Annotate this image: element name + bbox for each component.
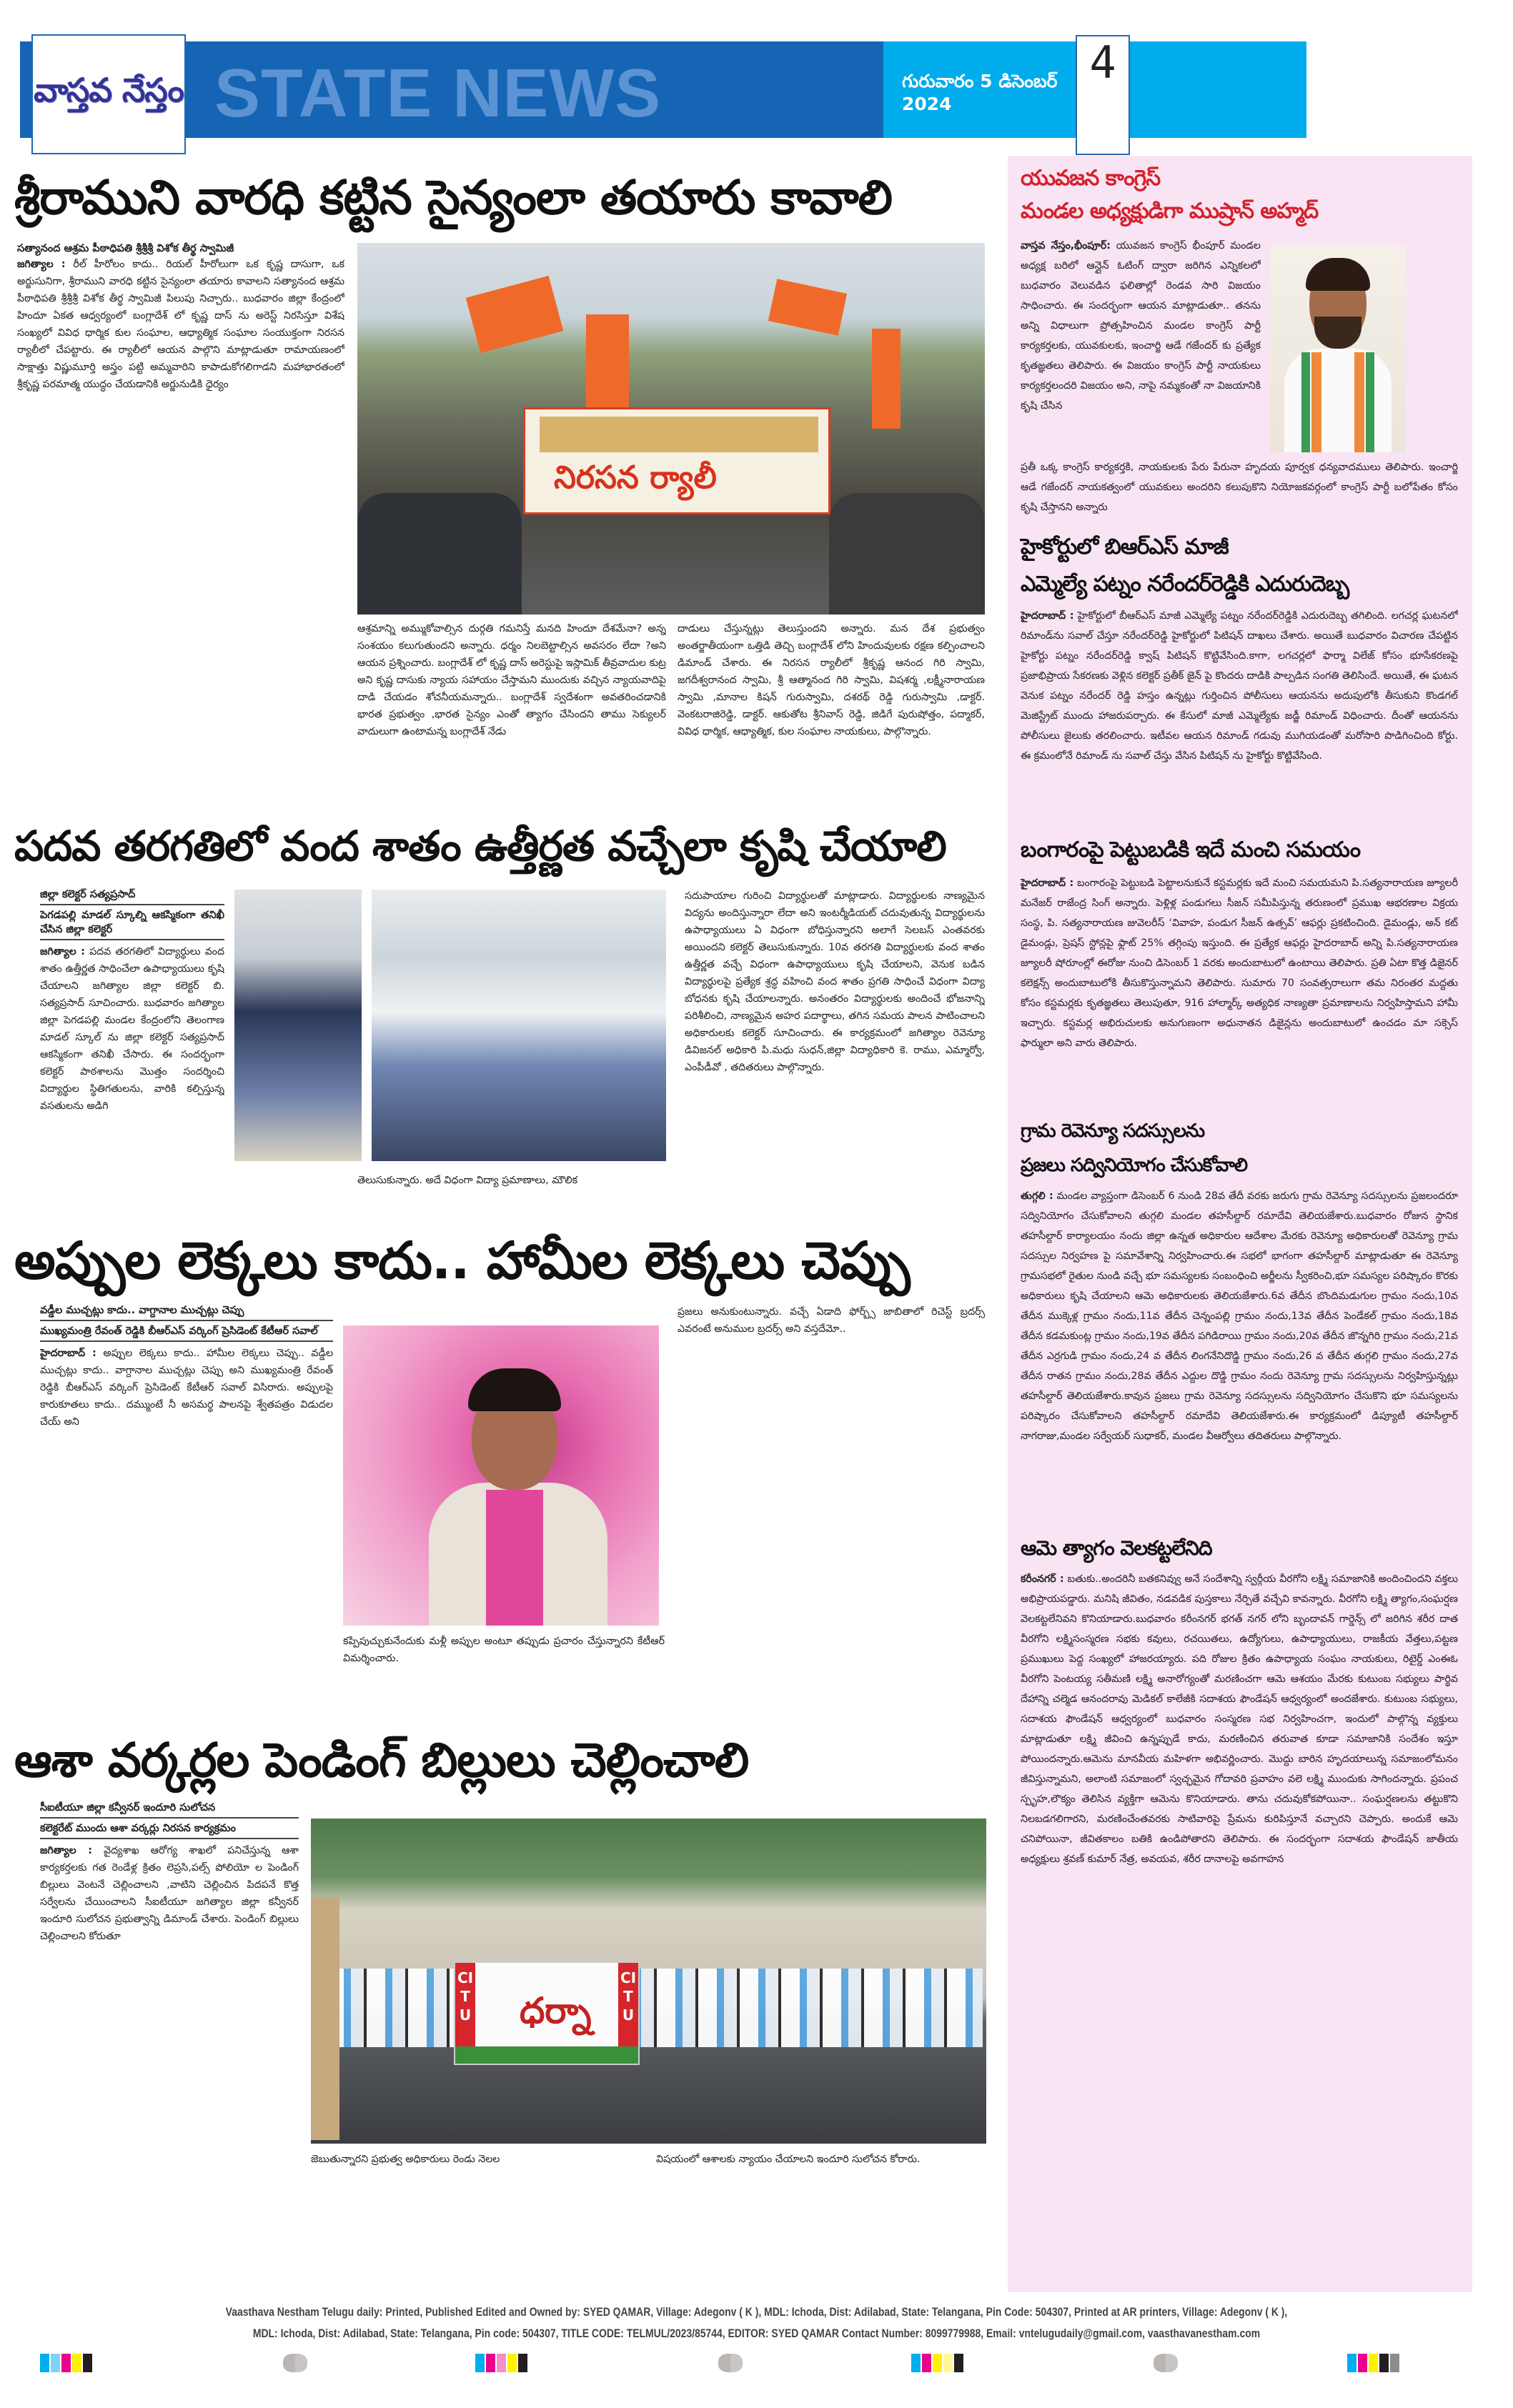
article-2-body-2: తెలుసుకున్నారు. అదే విధంగా విద్యా ప్రమాణాలు, మౌలిక [357, 1175, 578, 1186]
saffron-flag [466, 276, 564, 353]
citu-label-right: CITU [618, 1963, 638, 2049]
article-2-body-3: సదుపాయాల గురించి విద్యార్థులతో మాట్లాడారు. విద్యార్థులకు నాణ్యమైన విద్యను అందిస్తున్నారా లేదా అని ఇంటర్మీడియట్ చదువుతున్న విద్యార్థులను ఉపాధ్యాయులు ఏ విధంగా బోధిస్తున్నారని అలాగే సెలబస్ ఎంతవరకు అయిందని కలెక్టర్ తెలుసుకున్నారు. 10వ తరగతి విద్యార్థులకు వంద శాతం ఉత్తీర్ణత వచ్చే విధంగా ఉపాధ్యాయులు కృషి చేయాలని, వెనుక బడిన విద్యార్థులపై ప్రత్యేక శ్రద్ధ వహించి వంద శాతం ప్రగతి సాధించే విధంగా విద్యా బోధనకు కృషి చేయాలన్నారు. అనంతరం విద్యార్థులకు అందించే భోజనాన్ని పరిశీలించి, నాణ్యమైన అహర పదార్థాలు, తగిన సమయ పాలన పాటించాలని అధికారులకు కలెక్టర్ సూచించారు. ఈ కార్యక్రమంలో జగిత్యాల రెవెన్యూ డివిజనల్ అధికారి పి.మధు సుధన్,జిల్లా విద్యాధికారి కె. రాము, ఎమ్మార్వో, ఎంపీడీవో , తదితరులు పాల్గొన్నారు. [685, 890, 985, 1073]
article-2-students-photo [234, 890, 362, 1161]
article-2-collector-photo [372, 890, 666, 1161]
protest-banner [523, 407, 830, 514]
sidebar-story-1-text: యువజన కాంగ్రెస్ భీంపూర్ మండల అధ్యక్ష బరిలో ఆన్లైన్ ఓటింగ్ ద్వారా జరిగిన ఎన్నికలలో బుధవారం వెలువడిన ఫలితాల్లో రెండవ సారి విజయం సాధించారు. ఈ సందర్భంగా ఆయన మాట్లాడుతూ.. తనను అన్ని విధాలుగా ప్రోత్సహించిన మండల కాంగ్రెస్ పార్టీ కార్యకర్తలకు, యువకులకు, ఇంచార్జి ఆడే గజేందర్ కు ప్రత్యేక కృతజ్ఞతలు తెలిపారు. ఈ విజయం కాంగ్రెస్ పార్టీ నాయకులు కార్యకర్తలందరి విజయం అని, నాపై నమ్మకంతో నా విజయానికి కృషి చేసిన [1021, 240, 1261, 412]
crowd [829, 493, 985, 615]
sidebar-story-2-headline-line-2: ఎమ్మెల్యే పట్నం నరేందర్‌రెడ్డికి ఎదురుదెబ్బ [1021, 572, 1349, 597]
article-3-column-2 [343, 1633, 665, 1718]
article-2-subhead-1: జిల్లా కలెక్టర్ సత్యప్రసాద్ [40, 887, 224, 905]
article-1-dateline: జగిత్యాల : [17, 259, 66, 270]
sidebar-story-2-headline-line-1: హైకోర్టులో బిఆర్ఎస్ మాజీ [1021, 534, 1229, 559]
sidebar-story-1-headline-line-1: యువజన కాంగ్రెస్ [1021, 166, 1161, 191]
article-1-body-2: ఆశ్రమాన్ని అమ్ముకోవాల్సిన దుర్గతి గమనిస్తే మనది హిందూ దేశమేనా? అన్న సంశయం కలుగుతుందని అన్నారు. ధర్మం నిలబెట్టాల్సిన అవసరం లేదా ?అని ఆయన ప్రశ్నించారు. బంగ్లాదేశ్ లో కృష్ణ దాస్ అరెస్టుపై ఇస్లామిక్ తీవ్రవాదుల కుట్ర అని కృష్ణ దాసుకు న్యాయ సహాయం చేస్తామని ముందుకు వచ్చిన న్యాయవాదిపై దాడి చేయడం శోచనీయమన్నారు.. బంగ్లాదేశ్ స్వదేశంగా అవతరించడానికి భారత ప్రభుత్వం ,భారత సైన్యం ఎంతో త్యాగం చేసిందని తాము సెక్యులర్ వాదులుగా ఉంటామన్న బంగ్లాదేశ్ నేడు [357, 623, 666, 737]
article-3-column-1 [40, 1303, 333, 1719]
article-1-rally-photo [357, 243, 985, 615]
article-4-body-3: విషయంలో ఆశాలకు న్యాయం చేయాలని ఇందూరి సులోచన కోరారు. [656, 2154, 921, 2165]
protesters [325, 1969, 983, 2047]
article-3-body-1: అప్పుల లెక్కలు కాదు.. హామీల లెక్కలు చెప్పు.. వడ్డీల ముచ్చట్లు కాదు.. వాగ్దానాల ముచ్చట్లు చెప్పు అని ముఖ్యమంత్రి రేవంత్ రెడ్డికి బీఆర్ఎస్ వర్కింగ్ ప్రెసిడెంట్ కేటీఆర్ సవాల్ విసిరారు. అప్పులపై కారుకూతలు కాదు.. దమ్ముంటే నీ అసమర్థ పాలనపై శ్వేతపత్రం విడుదల చేయ్ అని [40, 1348, 333, 1428]
sidebar-story-5-text: బతుకు..అందరినీ బతకనివ్వు అనే సందేశాన్ని స్వర్గీయ వీరగోని లక్ష్మి సమాజానికి అందించిందని వక్తలు అభిప్రాయపడ్డారు. మనిషి జీవితం, నడవడిక పుస్తకాలు నేర్పితే వచ్చేవి కావన్నారు. వీరగోని లక్ష్మి త్యాగం,సంఘర్షణ వెలకట్టలేనివని కొనియాడారు.బుధవారం కరీంనగర్ భగత్ నగర్ లోని బృందావన్ గార్డెన్స్ లో జరిగిన శరీర దాత వీరగోని లక్ష్మిసంస్మరణ సభకు కవులు, రచయితలు, ఉద్యోగులు, ఉపాధ్యాయులు, రాజకీయ వేత్తలు,పట్టణ ప్రముఖులు పెద్ద సంఖ్యలో హాజరయ్యారు. పది రోజుల క్రితం ఉపాధ్యాయ సంఘం నాయకులు, రిటైర్డ్ ఎంఈఓ వీరగోని పెంటయ్య సతీమణి లక్ష్మి అనారోగ్యంతో మరణించగా ఆమె ఆశయం మేరకు కుటుంబ సభ్యులు పార్థివ దేహాన్ని చల్మెడ ఆనందరావు మెడికల్ కాలేజీకి సదాశయ ఫౌండేషన్ ఆధ్వర్యంలో అందజేశారు. కుటుంబ సభ్యులు, సదాశయ ఫౌండేషన్ ఆధ్వర్యంలో బుధవారం సంస్మరణ సభ నిర్వహించగా, ఇందులో పాల్గొన్న వ్యక్తులు మాట్లాడుతూ లక్ష్మి జీవించి ఉన్నప్పుడే కాదు, మరణించిన తరువాత కూడా సమాజానికి సందేశం ఇస్తూ పోయిందన్నారు.ఆమెను మానవీయ మహిళగా అభివర్ణించారు. మొద్దు బారిన హృదయాలున్న సమాజంలోమనం జీవిస్తున్నామని, అలాంటి సమాజంలో స్వచ్ఛమైన గోదావరి ప్రవాహం వలె లక్ష్మి ముందుకు సాగిందన్నారు. ప్రపంచ స్పృహ,లౌక్యం తెలిసిన వ్యక్తిగా ఆమెను కొనియాడారు. తాను చదువుకోకపోయినా.. సంఘర్షణలను తట్టుకొని నిలబడగలిగారని, మరణించేంతవరకు సాటివారిపై ప్రేమను కురిపిస్తూనే వచ్చారని చెప్పారు. అందుకే ఆమె చనిపోయినా, జీవితకాలం బతికి ఉండిపోతారని తెలిపారు. ఈ సందర్భంగా సదాశయ ఫౌండేషన్ జాతీయ అధ్యక్షులు శ్రవణ్ కుమార్ నేత్ర, అవయవ, శరీర దానాలపై అవగాహన [1021, 1573, 1458, 1865]
article-3-headline: అప్పుల లెక్కలు కాదు.. హామీల లెక్కలు చెప్పు [14, 1230, 910, 1290]
sidebar-story-4-text: మండల వ్యాప్తంగా డిసెంబర్ 6 నుండి 28వ తేదీ వరకు జరుగు గ్రామ రెవెన్యూ సదస్సులను ప్రజలందరూ సద్వినియోగం చేసుకోవాలని తుగ్గలి మండల తహసీల్దార్ రమాదేవి తెలియజేశారు.బుధవారం రోజున స్థానిక తహసీల్దార్ కార్యాలయం నందు జిల్లా ఉన్నత అధికారుల ఆదేశాల మేరకు రెవెన్యూ అధికారులతో రెవెన్యూ గ్రామ సదస్సుల నిర్వహణ పై సమావేశాన్ని నిర్వహించారు.ఈ సభలో భాగంగా తహసీల్దార్ మాట్లాడుతూ ఈ రెవెన్యూ గ్రామసభలో రైతుల నుండి వచ్చే భూ సమస్యలకు సంబంధించి అర్జీలను స్వీకరించి,భూ సమస్యల పరిష్కారం కొరకు అధికారులు కృషి చేయాలని ఆమె అధికారులకు తెలియజేశారు.6వ తేదీన బొందిమడుగుల గ్రామం నందు,10వ తేదీన ముక్కెళ్ల గ్రామం నందు,11వ తేదీన చెన్నంపల్లి గ్రామం నందు,13వ తేదీన పెండేకల్ గ్రామం నందు,18వ తేదీన కడమకుంట్ల గ్రామం నందు,19వ తేదీన పగిడిరాయి గ్రామం నందు,20వ తేదీన జొన్నగిరి గ్రామం నందు,21వ తేదీన ఎర్రగుడి గ్రామం నందు,24 వ తేదీన లింగనేనిదొడ్డి గ్రామం నందు,26 వ తేదీన తుగ్గలి గ్రామం నందు,27వ తేదీన రాతన గ్రామం నందు,28వ తేదీన ఎద్దుల దొడ్డి గ్రామం నందు రెవెన్యూ గ్రామ సదస్సులను నిర్వహిస్తున్నట్లు తహసీల్దార్ తెలియజేశారు.కావున ప్రజలు గ్రామ రెవెన్యూ సదస్సులను సద్వినియోగం చేసుకొని భూ సమస్యలను పరిష్కారం చేసుకోవాలని తహసీల్దార్ రమాదేవి తెలియజేశారు.ఈ కార్యక్రమంలో డిప్యూటీ తహసీల్దార్ నాగరాజు,మండల సర్వేయర్ సుధాకర్, మండల వీఆర్వోలు తదితరులు పాల్గొన్నారు. [1021, 1190, 1458, 1442]
issue-date: గురువారం 5 డిసెంబర్ 2024 [902, 71, 1058, 114]
article-3-body-3: ప్రజలు అనుకుంటున్నారు. వచ్చే ఏడాది ఫోర్బ్స్ జాబితాలో రిచెస్ట్ బ్రదర్స్ ఎవరంటే అనుముల బ్రదర్స్ అని వస్తదేమో.. [678, 1306, 985, 1335]
article-2-column-3 [685, 887, 985, 1202]
article-4-body-2: జెబుతున్నారని ప్రభుత్వ అధికారులు రెండు నెలల [311, 2154, 500, 2165]
newspaper-logo [31, 34, 186, 154]
color-registration-bar [1347, 2354, 1399, 2372]
article-4-headline: ఆశా వర్కర్లల పెండింగ్ బిల్లులు చెల్లించాలి [14, 1733, 749, 1788]
protest-banner-text: నిరసన ర్యాలీ [554, 459, 717, 496]
imprint-line-1: Vaasthava Nestham Telugu daily: Printed, Published Edited and Owned by: SYED QAMAR, Village: Adegonv ( K ), MDL: Ichoda, Dist: Adilabad, State: Telangana, Pin Code: 504307, Printed at AR printers, Village: Adegonv ( K ), [225, 2305, 1288, 2319]
registration-mark [283, 2354, 307, 2372]
article-3-subhead-1: వడ్డీల ముచ్చట్లు కాదు.. వాగ్దానాల ముచ్చట్లు చెప్పు [40, 1303, 333, 1321]
article-3-body-2: కప్పిపుచ్చుకునేందుకు మళ్లీ అప్పుల అంటూ తప్పుడు ప్రచారం చేస్తున్నారని కేటీఆర్ విమర్శించారు. [343, 1636, 665, 1664]
citu-banner [454, 1961, 640, 2065]
sidebar-story-3-dateline: హైదరాబాద్ : [1021, 877, 1074, 889]
mushran-ahmed-photo [1270, 245, 1406, 452]
saffron-flag [586, 314, 629, 422]
color-registration-bar [475, 2354, 527, 2372]
logo-text: వాస్తవ నేస్తం [34, 71, 184, 109]
sidebar-story-4-headline-line-2: ప్రజలు సద్వినియోగం చేసుకోవాలి [1021, 1155, 1248, 1176]
registration-mark [1154, 2354, 1178, 2372]
article-4-dateline: జగిత్యాల : [40, 1845, 92, 1856]
page-number: 4 [1089, 36, 1116, 89]
crowd [357, 493, 522, 615]
article-1-headline: శ్రీరాముని వారధి కట్టిన సైన్యంలా తయారు కావాలి [14, 170, 893, 225]
color-registration-bar [911, 2354, 963, 2372]
citu-label-left: CITU [455, 1963, 475, 2049]
sidebar-story-1-body-cont [1021, 457, 1458, 519]
article-4-subhead-1: సీఐటీయూ జిల్లా కన్వీనర్ ఇందూరి సులోచన [40, 1801, 299, 1819]
sidebar-story-3-body [1021, 873, 1458, 1115]
article-2-column-2 [357, 1172, 666, 1200]
article-1-column-3 [678, 620, 985, 799]
sidebar-story-1-text-cont: ప్రతీ ఒక్క కాంగ్రెస్ కార్యకర్తకి, నాయకులకు పేరు పేరునా హృదయ పూర్వక ధన్యవాదములు తెలిపారు. ఇంచార్జి ఆడే గజేందర్ నాయకత్వంలో యువకులు అందరిని కలుపుకొని నియోజకవర్గంలో కాంగ్రెస్ పార్టీ బలోపేతం కోసం కృషి చేస్తానని అన్నారు [1021, 462, 1458, 513]
saffron-flag [872, 329, 901, 429]
article-3-ktr-photo [343, 1325, 659, 1626]
police-officer [311, 1897, 339, 2140]
registration-mark [718, 2354, 743, 2372]
article-4-subhead-2: కలెక్టరేట్ ముందు ఆశా వర్కర్లు నిరసన కార్యక్రమం [40, 1821, 299, 1839]
article-3-subhead-2: ముఖ్యమంత్రి రేవంత్ రెడ్డికి బీఆర్ఎస్ వర్కింగ్ ప్రెసిడెంట్ కేటీఆర్ సవాల్ [40, 1324, 333, 1342]
sidebar-story-5-headline: ఆమె త్యాగం వెలకట్టలేనిది [1021, 1536, 1212, 1560]
article-1-column-1 [17, 242, 344, 792]
sidebar-story-2-body [1021, 606, 1458, 832]
sidebar-story-2-text: హైకోర్టులో బీఆర్ఎస్ మాజీ ఎమ్మెల్యే పట్నం నరేందర్‌రెడ్డికి ఎదురుదెబ్బ తగిలింది. లగచర్ల ఘటనలో రిమాండ్‌ను సవాల్ చేస్తూ నరేందర్‌రెడ్డి హైకోర్టులో పిటిషన్ దాఖలు చేశారు. అయితే బుధవారం విచారణ చేపట్టిన హైకోర్టు పట్నం నరేందర్‌రెడ్డి క్వాష్ పిటిషన్ కొట్టివేసింది.కాగా, లగచర్లలో ఫార్మా విలేజ్ కోసం భూసేకరణపై ప్రజాభిప్రాయ సేకరణకు వెళ్లిన కలెక్టర్ ప్రతీక్ జైన్ పై కొందరు దాడికి పాల్పడిన సంగతి తెలిసిందే. అయితే, ఈ ఘటన వెనుక పట్నం నరేందర్ రెడ్డి హస్తం ఉన్నట్లు గుర్తించిన పోలీసులు ఆయనను అదుపులోకి తీసుకుని కొండగల్ మెజిస్ట్రేట్ ముందు హాజరుపర్చారు. ఈ కేసులో మాజీ ఎమ్మెల్యేకు జడ్జీ రిమాండ్ విధించారు. దీంతో ఆయనను పోలీసులు జైలుకు తరలించారు. ఇటీవల ఆయన రిమాండ్ గడువు ముగియడంతో మరోసారి పొడిగించింది కోర్టు. ఈ క్రమంలోనే రిమాండ్ ను సవాల్ చేస్తు వేసిన పిటిషన్ ను హైకోర్టు కొట్టివేసింది. [1021, 610, 1458, 762]
article-2-subhead-2: పెగడపల్లి మాడల్ స్కూల్ని ఆకస్మికంగా తనిఖీ చేసిన జిల్లా కలెక్టర్ [40, 908, 224, 940]
article-4-column-3 [656, 2151, 985, 2287]
color-registration-bar [40, 2354, 92, 2372]
sidebar-story-4-body [1021, 1186, 1458, 1533]
sidebar-story-4-headline-line-1: గ్రామ రెవెన్యూ సదస్సులను [1021, 1120, 1205, 1142]
sidebar-story-3-text: బంగారంపై పెట్టుబడి పెట్టాలనుకునే కస్టమర్లకు ఇదే మంచి సమయమని పి.సత్యనారాయణ జ్యూలరీ మనేజర్ రాజేంద్ర సింగ్ అన్నారు. పెళ్లిళ్ల పండుగలు సీజన్ సమీపిస్తున్న తరుణంలో ప్రముఖ ఆభరణాల విక్రయ సంస్థ, పి. సత్యనారాయణ జువెలరీస్ ‘వివాహ, పండుగ సీజన్ ఉత్సవ్’ ఆఫర్లు ప్రకటించింది. డైమండ్లు, అన్ కట్ డైమండ్లు, ప్రెషస్ స్టోన్లపై ఫ్లాట్ 25% తగ్గింపు ఇస్తుంది. ఈ ప్రత్యేక ఆఫర్లు హైదరాబాద్ అన్ని పి.సత్యనారాయణ జ్యూలరీ షోరూంల్లో ఈరోజు నుంచి డిసెంబర్ 1 వరకు అందుబాటులో ఉంటాయి తెలిపారు. ప్రతి ఏటా కొత్త డిజైనర్ కలెక్షన్స్ అందుబాటులోకి తీసుకొస్తున్నామని తెలిపారు. సుమారు 70 సంవత్సరాలుగా తమ నిరంతర మద్దతు కోసం కస్టమర్లకు కృతజ్ఞతలు తెలుపుతూ, 916 హాల్మార్క్ అత్యధిక నాణ్యతా ప్రమాణాలను నిర్వహిస్తామని హామీ ఇచ్చారు. కస్టమర్ల అభిరుచులకు అనుగుణంగా అధునాతన డిజైన్లను అందుబాటులో ఉంచడం మా సక్సెస్ ఫార్ములా అని వారు తెలిపారు. [1021, 877, 1458, 1049]
article-1-subhead: సత్యానంద ఆశ్రమ పీఠాధిపతి శ్రీశ్రీశ్రీ విశోక తీర్థ స్వామిజీ [17, 243, 234, 254]
imprint-line-2: MDL: Ichoda, Dist: Adilabad, State: Telangana, Pin code: 504307, TITLE CODE: TELMUL/2023/85744, EDITOR: SYED QAMAR Contact Number: 8099779988, Email: vntelugudaily@gmail.com, vaasthavanestham.com [252, 2327, 1261, 2340]
article-3-dateline: హైదరాబాద్ : [40, 1348, 96, 1359]
sidebar-story-2-dateline: హైదరాబాద్ : [1021, 610, 1074, 622]
article-2-dateline: జగిత్యాల : [40, 946, 85, 957]
article-1-column-2 [357, 620, 666, 799]
sidebar-story-4-dateline: తుగ్గలి : [1021, 1190, 1053, 1202]
saffron-flag [768, 279, 847, 335]
article-4-column-2 [311, 2151, 640, 2287]
article-1-body-3: దాడులు చేస్తున్నట్లు తెలుస్తుందని అన్నారు. మన దేశ ప్రభుత్వం అంతర్జాతీయంగా ఒత్తిడి తెచ్చి బంగ్లాదేశ్ లోని హిందువులకు రక్షణ కల్పించాలని డిమాండ్ చేశారు. ఈ నిరసన ర్యాలీలో శ్రీకృష్ణ ఆనంద గిరి స్వామి, జగదీశ్వరానంద స్వామి, శ్రీ ఆత్మానంద గిరి స్వామి, విషశర్మ ,లక్ష్మీనారాయణ స్వామి ,మానాల కిషన్ గురుస్వామి, దశరథ్ రెడ్డి గురుస్వామి ,డాక్టర్. వెంకటరాజిరెడ్డి, డాక్టర్. ఆకుతోట శ్రీనివాస్ రెడ్డి, జిడిగే పురుషోత్తం, పద్మాకర్, వివిధ ధార్మిక, ఆధ్యాత్మిక, కుల సంఘాల నాయకులు, పాల్గొన్నారు. [678, 623, 985, 737]
article-4-body-1: వైద్యశాఖ ఆరోగ్య శాఖలో పనిచేస్తున్న ఆశా కార్యకర్తలకు గత రెండేళ్ల క్రితం లెప్రసి,పల్స్ పోలియో ల పెండింగ్ బిల్లులు వెంటనే చెల్లించాలని ,వాటిని చెల్లించిన పిదపనే కొత్త సర్వేలను చేయించాలని సీఐటీయూ జగిత్యాల జిల్లా కన్వీనర్ ఇందూరి సులోచన ప్రభుత్వాన్ని డిమాండ్ చేశారు. పెండింగ్ బిల్లులు చెల్లించాలని కోరుతూ [40, 1845, 299, 1942]
article-4-asha-protest-photo [311, 1819, 986, 2144]
dharna-text: ధర్నా [520, 1990, 592, 2031]
article-1-body-1: రీల్ హీరోలం కాదు.. రియల్ హీరోలుగా ఒక కృష్ణ దాసుగా, ఒక అర్జుసునిగా, శ్రీరాముని వారధి కట్టిన సైన్యంలా తయారు కావాలని సత్యానంద ఆశ్రమ పీఠాధిపతి శ్రీశ్రీశ్రీ విశోక తీర్థ స్వామిజీ పిలుపు నిచ్చారు.. బుధవారం జిల్లా కేంద్రంలో హిందూ ఏకత ఆధ్వర్యంలో బంగ్లాదేశ్ లో కృష్ణ దాస్ ను అరెస్ట్ నిరసిస్తూ విశేష సంఖ్యలో వివిధ ధార్మిక కుల సంఘాల, ఆధ్యాత్మిక సంఘాల సంయుక్తంగా నిరసన ర్యాలీలో చేపట్టారు. ఈ ర్యాలీలో ఆయన పాల్గొని మాట్లాడుతూ రామాయణంలో సాక్షాత్తు విష్ణుమూర్తి అస్త్రం పట్టి అమ్మవారిని కాపాడుకోగలిగాడని మహాభారతంలో శ్రీకృష్ణ పరమాత్మ యుద్ధం చేయడానికి అర్జునుడికి ధైర్యం [17, 259, 344, 390]
section-title: STATE NEWS [214, 55, 662, 131]
sidebar-story-5-body [1021, 1569, 1458, 2284]
article-2-headline: పదవ తరగతిలో వంద శాతం ఉత్తీర్ణత వచ్చేలా కృషి చేయాలి [14, 822, 946, 870]
article-2-column-1 [40, 887, 224, 1202]
page-number-box [1076, 35, 1130, 155]
sidebar-story-1-dateline: వాస్తవ నేస్తం,భీంపూర్: [1021, 240, 1111, 252]
article-4-column-1 [40, 1801, 299, 2287]
article-2-body-1: పదవ తరగతిలో విద్యార్థులు వంద శాతం ఉత్తీర్ణత సాధించేలా ఉపాధ్యాయులు కృషి చేయాలని జగిత్యాల జిల్లా కలెక్టర్ బి. సత్యప్రసాద్ సూచించారు. బుధవారం జగిత్యాల జిల్లా పెగడపల్లి మండల కేంద్రంలోని తెలంగాణ మాడల్ స్కూల్ ను జిల్లా కలెక్టర్ సత్యప్రసాద్ ఆకస్మికంగా తనిఖీ చేసారు. ఈ సందర్భంగా కలెక్టర్ పాఠశాలను మొత్తం సందర్శించి విద్యార్థుల స్థితిగతులను, వారికి కల్పిస్తున్న వసతులను అడిగి [40, 946, 224, 1112]
sidebar-story-3-headline: బంగారంపై పెట్టుబడికి ఇదే మంచి సమయం [1021, 837, 1361, 862]
article-3-column-3 [678, 1303, 985, 1719]
sidebar-story-1-body [1021, 236, 1261, 456]
sidebar-story-5-dateline: కరీంనగర్ : [1021, 1573, 1064, 1585]
sidebar-story-1-headline-line-2: మండల అధ్యక్షుడిగా ముష్రాన్ అహ్మద్ [1021, 199, 1319, 224]
